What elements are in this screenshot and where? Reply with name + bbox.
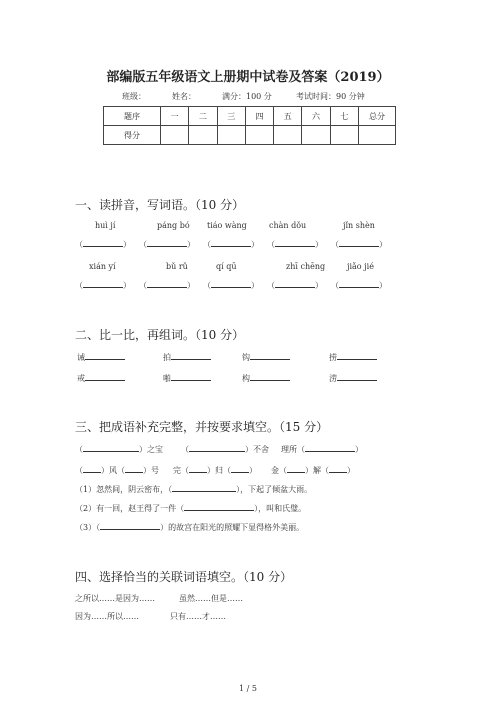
answer-blank[interactable] [184, 502, 254, 511]
answer-blank[interactable] [339, 279, 379, 288]
conjunction-option: 之所以……是因为…… [75, 594, 155, 603]
answer-blank[interactable] [85, 372, 125, 381]
name-label: 姓名： [172, 92, 196, 101]
answer-blank[interactable] [172, 483, 236, 492]
full-score-label: 满分：100 分 [222, 92, 272, 101]
score-table-cell: 一 [161, 107, 189, 126]
answer-blank[interactable] [83, 443, 139, 452]
answer-blank[interactable] [329, 464, 347, 473]
answer-blank[interactable] [125, 464, 143, 473]
compare-word-item: 钩 [242, 351, 290, 363]
score-table-cell: 五 [274, 107, 302, 126]
pinyin-item: xián yí [89, 262, 116, 271]
pinyin-item: zhī chēng [286, 262, 326, 271]
answer-blank[interactable] [83, 464, 101, 473]
answer-blank[interactable] [305, 443, 355, 452]
answer-blank[interactable] [339, 238, 379, 247]
page-title: 部编版五年级语文上册期中试卷及答案（2019） [106, 70, 390, 85]
conjunction-option: 只有……才…… [170, 612, 226, 621]
section-4-heading: 四、选择恰当的关联词语填空。（10 分） [75, 570, 293, 584]
score-input-cell[interactable] [302, 126, 330, 145]
score-table-header-row [104, 107, 396, 126]
score-table [103, 106, 396, 145]
score-input-cell[interactable] [189, 126, 217, 145]
score-input-cell[interactable] [161, 126, 189, 145]
answer-blank[interactable] [171, 351, 211, 360]
score-input-cell[interactable] [359, 126, 396, 145]
answer-blank[interactable] [171, 372, 211, 381]
section-2-heading: 二、比一比，再组词。（10 分） [75, 328, 245, 342]
score-input-cell[interactable] [217, 126, 245, 145]
page-number: 1 / 5 [239, 684, 257, 693]
class-label: 班级： [122, 92, 146, 101]
answer-blank[interactable] [337, 372, 377, 381]
compare-word-item: 涝 [329, 372, 377, 384]
section-1-heading: 一、读拼音，写词语。（10 分） [75, 198, 245, 212]
compare-word-item: 戒 [77, 372, 125, 384]
score-table-score-row [104, 126, 396, 145]
fill-question-2: （2）有一回，赵王得了一件（ ），叫和氏璧。 [75, 504, 307, 513]
pinyin-item: jǐn shèn [343, 221, 375, 230]
pinyin-item: páng bó [157, 221, 190, 230]
conjunction-option: 虽然……但是…… [179, 594, 243, 603]
score-table-cell: 六 [302, 107, 330, 126]
conjunction-option: 因为……所以…… [75, 612, 139, 621]
score-table-cell: 得分 [104, 126, 161, 145]
answer-blank[interactable] [147, 279, 187, 288]
pinyin-item: jiǎo jié [347, 262, 374, 271]
section-3-heading: 三、把成语补充完整，并按要求填空。（15 分） [75, 420, 329, 434]
answer-blank[interactable] [189, 443, 245, 452]
score-table-cell: 七 [330, 107, 358, 126]
pinyin-item: chàn dǒu [269, 221, 307, 230]
score-table-cell: 题序 [104, 107, 161, 126]
answer-blank[interactable] [85, 351, 125, 360]
answer-blank[interactable] [189, 464, 207, 473]
idiom-line-2: （ ）风（ ）号 完（ ）归（ ） 金（ ）解（ ） [75, 466, 355, 475]
compare-word-item: 捞 [329, 351, 377, 363]
compare-word-item: 构 [242, 372, 290, 384]
compare-word-item: 拍 [163, 351, 211, 363]
fill-question-1: （1）忽然间，阴云密布，（ ），下起了倾盆大雨。 [75, 485, 313, 494]
answer-blank[interactable] [83, 238, 123, 247]
exam-time-label: 考试时间：90 分钟 [296, 92, 365, 101]
answer-blank[interactable] [250, 351, 290, 360]
score-table-cell: 总分 [359, 107, 396, 126]
idiom-line-1: （ ）之宝 （ ）不舍 理所（ ） [75, 445, 363, 454]
score-input-cell[interactable] [330, 126, 358, 145]
pinyin-item: huì jí [95, 221, 116, 230]
answer-blank[interactable] [211, 279, 251, 288]
pinyin-item: bǔ rǔ [166, 262, 188, 271]
fill-question-3: （3）（ ）的故宫在阳光的照耀下显得格外美丽。 [75, 523, 305, 532]
answer-blank[interactable] [211, 238, 251, 247]
answer-blank[interactable] [231, 464, 249, 473]
score-table-cell: 三 [217, 107, 245, 126]
score-table-cell: 四 [245, 107, 273, 126]
answer-blank[interactable] [83, 279, 123, 288]
score-input-cell[interactable] [274, 126, 302, 145]
answer-blank-row-1: （ ） （ ） （ ） （ ） （ ） [75, 240, 387, 249]
answer-blank[interactable] [100, 521, 160, 530]
answer-blank[interactable] [275, 279, 315, 288]
pinyin-item: tiáo wàng [207, 221, 247, 230]
compare-word-item: 啪 [163, 372, 211, 384]
pinyin-item: qí qū [216, 262, 237, 271]
answer-blank[interactable] [275, 238, 315, 247]
answer-blank[interactable] [337, 351, 377, 360]
compare-word-item: 诫 [77, 351, 125, 363]
score-table-cell: 二 [189, 107, 217, 126]
answer-blank[interactable] [287, 464, 305, 473]
score-input-cell[interactable] [245, 126, 273, 145]
answer-blank[interactable] [250, 372, 290, 381]
answer-blank-row-2: （ ） （ ） （ ） （ ） （ ） [75, 281, 387, 290]
answer-blank[interactable] [147, 238, 187, 247]
